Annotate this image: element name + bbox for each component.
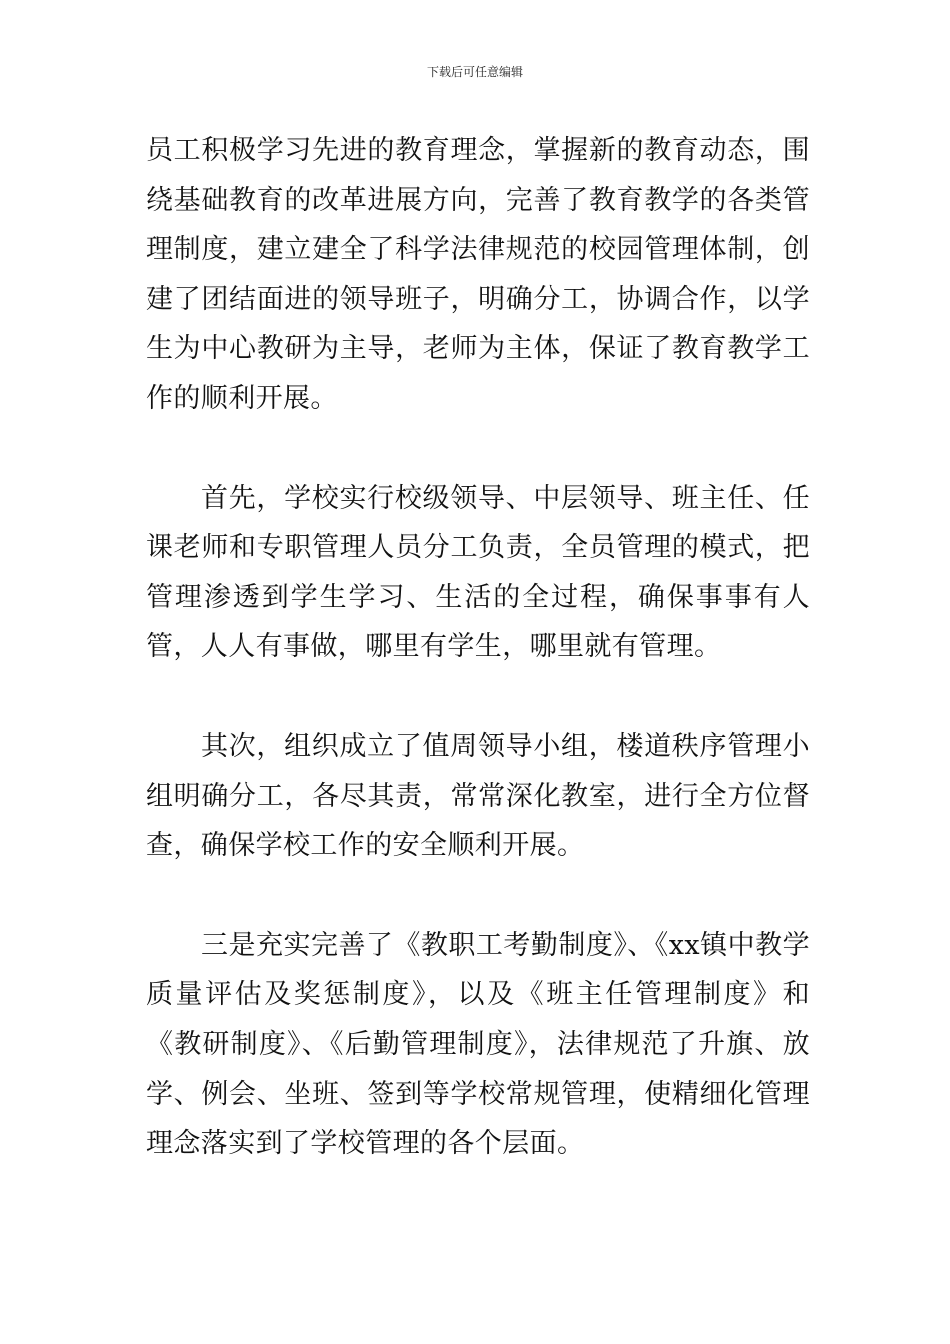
paragraph-4: 三是充实完善了《教职工考勤制度》、《xx镇中教学质量评估及奖惩制度》，以及《班主任管理制度》和《教研制度》、《后勤管理制度》，法律规范了升旗、放学、例会、坐班、签到等学校常规管理，使精细化管理理念落实到了学校管理的各个层面。 bbox=[146, 929, 810, 1160]
document-body bbox=[146, 126, 810, 1169]
paragraph-2: 首先，学校实行校级领导、中层领导、班主任、任课老师和专职管理人员分工负责，全员管理的模式，把管理渗透到学生学习、生活的全过程，确保事事有人管，人人有事做，哪里有学生，哪里就有管理。 bbox=[146, 482, 810, 663]
page-header: 下载后可任意编辑 bbox=[426, 65, 523, 79]
paragraph-1: 员工积极学习先进的教育理念，掌握新的教育动态，围绕基础教育的改革进展方向，完善了教育教学的各类管理制度，建立建全了科学法律规范的校园管理体制，创建了团结面进的领导班子，明确分工，协调合作，以学生为中心教研为主导，老师为主体，保证了教育教学工作的顺利开展。 bbox=[146, 135, 810, 414]
paragraph-3: 其次，组织成立了值周领导小组，楼道秩序管理小组明确分工，各尽其责，常常深化教室，进行全方位督查，确保学校工作的安全顺利开展。 bbox=[146, 730, 810, 862]
